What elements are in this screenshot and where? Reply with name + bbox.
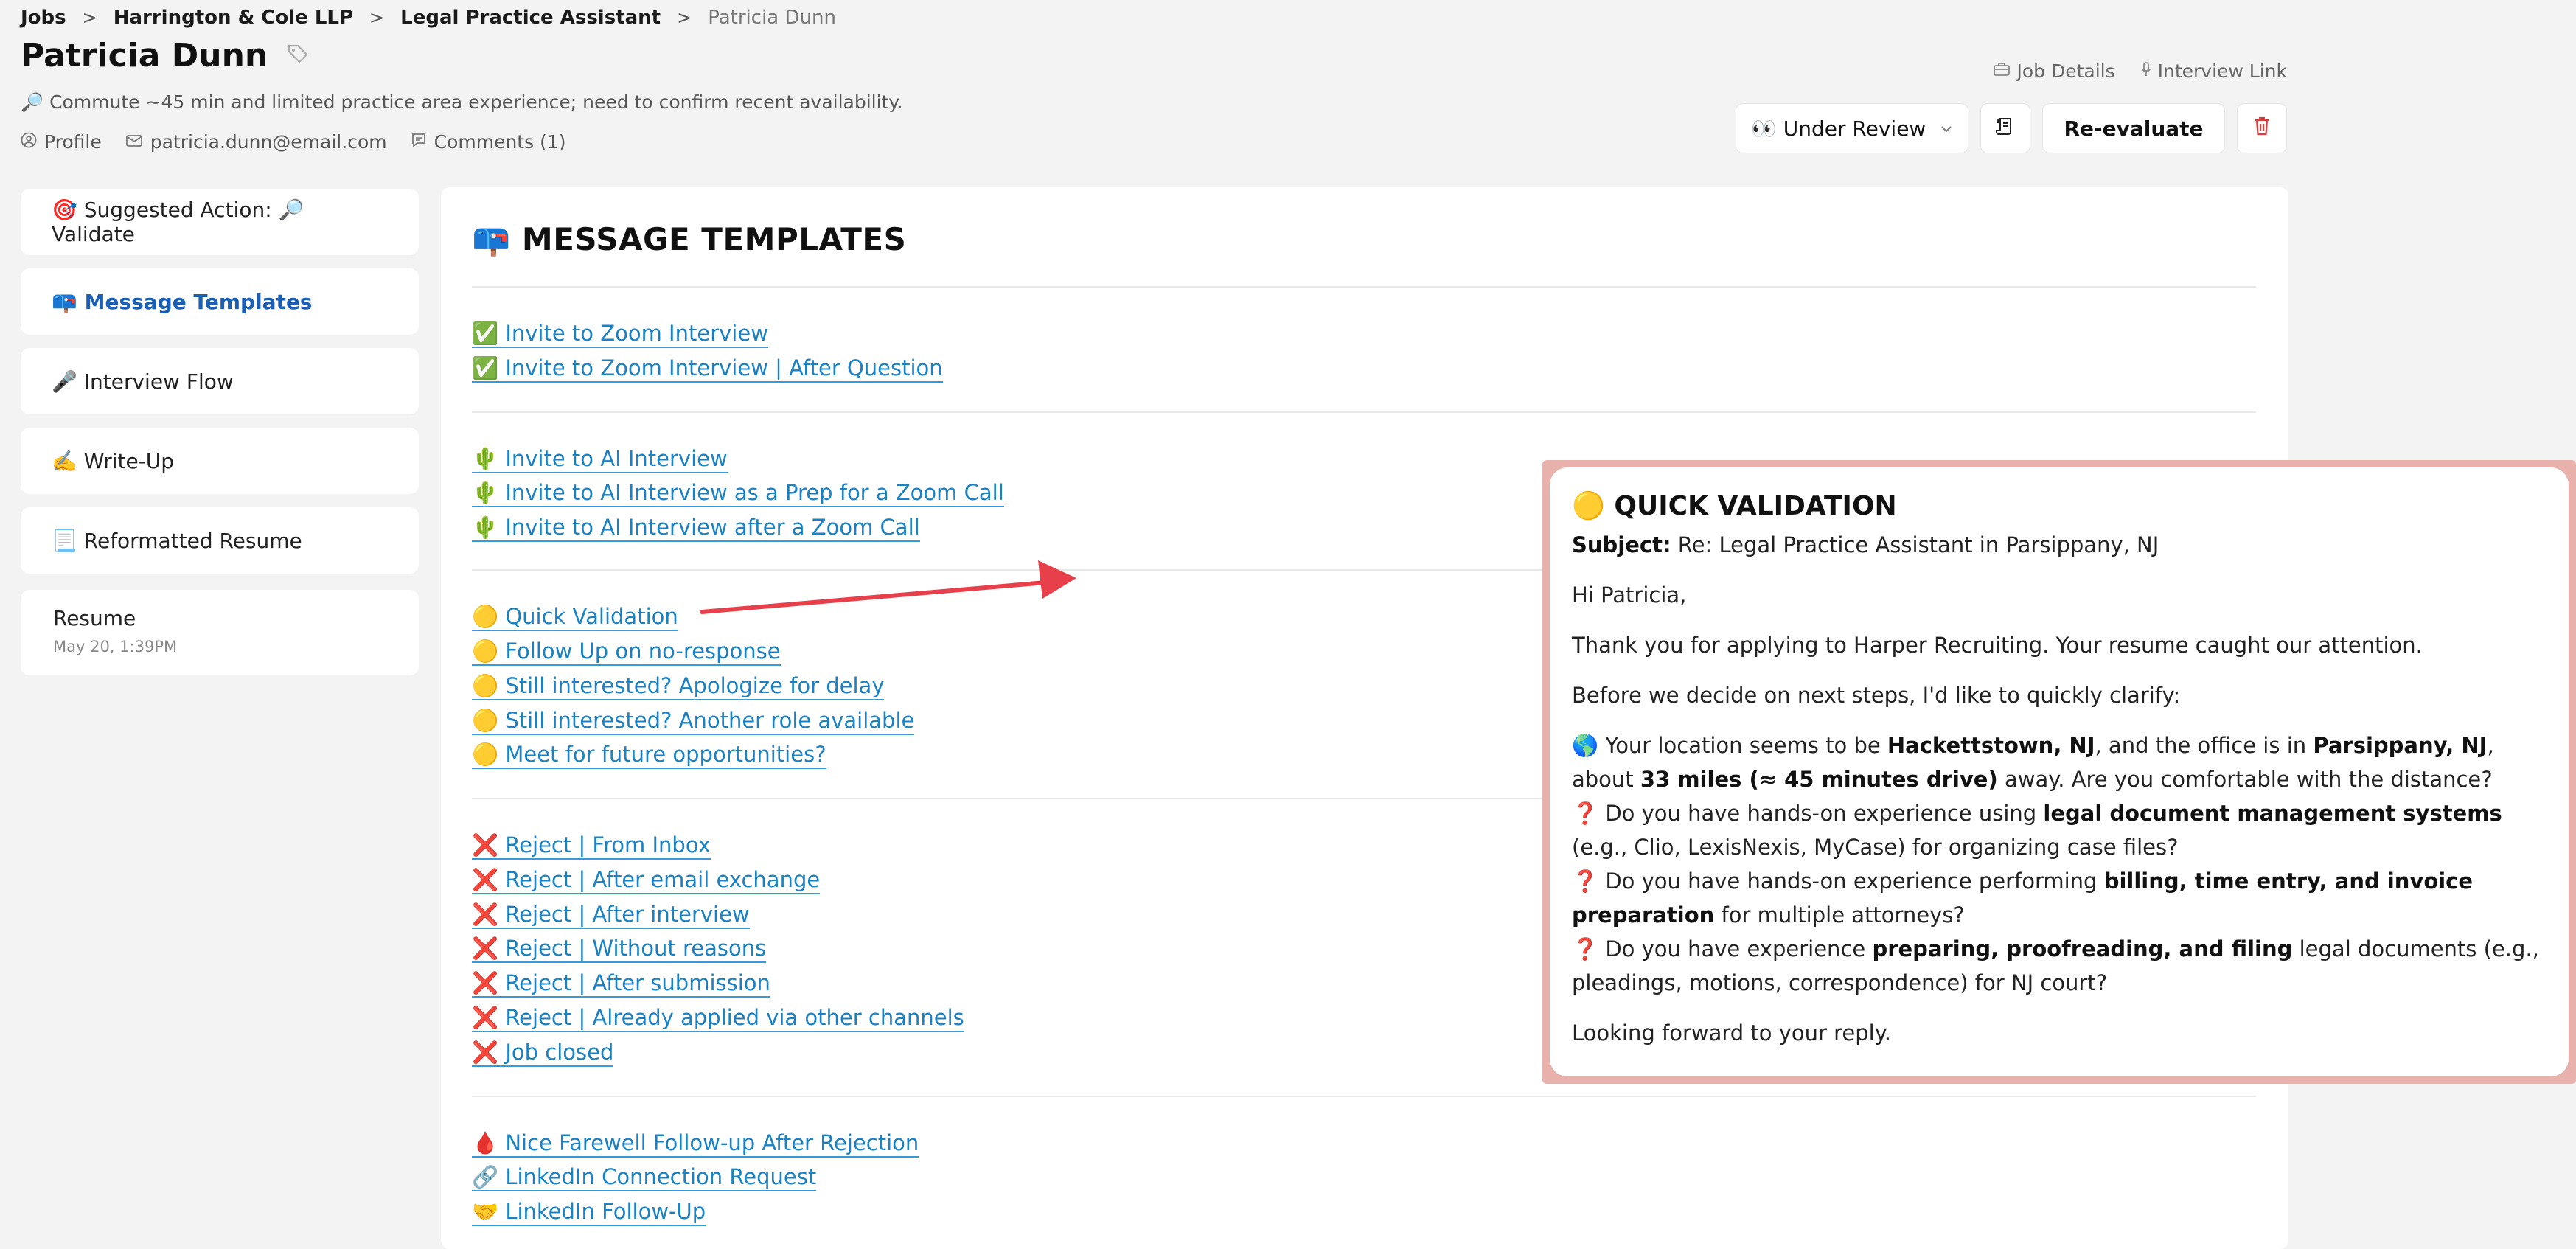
template-link[interactable]: ❌ Reject | Without reasons (472, 935, 766, 963)
sidebar-item-label: 📪 Message Templates (52, 289, 313, 314)
microphone-icon (2140, 61, 2152, 82)
page-title (21, 37, 310, 74)
profile-link[interactable] (21, 131, 102, 153)
chevron-right-icon: > (677, 7, 692, 28)
sidebar-item-interview-flow[interactable] (21, 348, 419, 414)
template-preview-popup (1550, 467, 2569, 1076)
template-link[interactable]: 🌵 Invite to AI Interview (472, 445, 728, 473)
question-bold: legal document management systems (2043, 801, 2502, 826)
question-text: (e.g., Clio, LexisNexis, MyCase) for organizing case files? (1572, 835, 2179, 860)
template-link[interactable]: 🩸 Nice Farewell Follow-up After Rejection (472, 1130, 919, 1158)
panel-title: 📪 MESSAGE TEMPLATES (472, 221, 907, 257)
sidebar-item-label: 📃 Reformatted Resume (52, 528, 302, 553)
mail-icon (125, 132, 143, 153)
resume-card[interactable] (21, 590, 419, 675)
candidate-summary: 🔎 Commute ~45 min and limited practice area experience; need to confirm recent availability. (21, 91, 903, 113)
question-text: , and the office is in (2095, 733, 2314, 758)
subject-text: Re: Legal Practice Assistant in Parsippany, NJ (1677, 532, 2159, 557)
email-link[interactable] (125, 131, 387, 153)
question-filing (1572, 932, 2547, 1000)
divider (472, 411, 2256, 413)
sidebar-item-label: 🎯 Suggested Action: 🔎 Validate (52, 198, 304, 246)
question-text: , about (1572, 733, 2494, 792)
preview-closing: Looking forward to your reply. (1572, 1020, 1891, 1046)
candidate-name: Patricia Dunn (21, 37, 268, 74)
comment-icon (411, 132, 427, 153)
question-bold: Parsippany, NJ (2313, 733, 2488, 758)
divider (472, 1096, 2256, 1097)
template-link[interactable]: ✅ Invite to Zoom Interview (472, 320, 768, 348)
template-link[interactable]: ❌ Reject | From Inbox (472, 832, 711, 860)
tag-icon[interactable] (287, 43, 310, 69)
top-links (1968, 60, 2287, 82)
delete-button[interactable] (2237, 103, 2287, 153)
question-bold: Hackettstown, NJ (1887, 733, 2095, 758)
divider (472, 286, 2256, 288)
resume-title: Resume (53, 606, 136, 630)
sidebar (21, 189, 419, 675)
sidebar-item-write-up[interactable] (21, 428, 419, 494)
question-text: 🌎 Your location seems to be (1572, 733, 1887, 758)
question-bold: 33 miles (≈ 45 minutes drive) (1640, 767, 1998, 792)
template-link[interactable]: 🌵 Invite to AI Interview after a Zoom Call (472, 514, 920, 542)
question-bold: preparing, proofreading, and filing (1872, 936, 2293, 961)
template-link[interactable]: 🤝 LinkedIn Follow-Up (472, 1198, 706, 1226)
interview-link[interactable] (2140, 60, 2287, 82)
breadcrumb-position[interactable]: Legal Practice Assistant (400, 7, 661, 29)
question-text: away. Are you comfortable with the distance? (1997, 767, 2493, 792)
comments-link[interactable] (411, 131, 566, 153)
comments-label: Comments (1) (434, 131, 566, 153)
preview-title: 🟡 QUICK VALIDATION (1572, 491, 1897, 521)
template-link[interactable]: 🟡 Meet for future opportunities? (472, 741, 826, 769)
question-text: legal documents (e.g., pleadings, motions, correspondence) for NJ court? (1572, 936, 2539, 995)
question-billing (1572, 864, 2547, 932)
preview-questions (1572, 728, 2547, 1000)
template-link[interactable]: ❌ Reject | After email exchange (472, 866, 820, 894)
preview-greeting: Hi Patricia, (1572, 582, 1687, 608)
sidebar-item-label: ✍️ Write-Up (52, 448, 175, 473)
candidate-meta-row (21, 131, 589, 153)
subject-label: Subject: (1572, 532, 1671, 557)
template-link[interactable]: 🟡 Still interested? Another role available (472, 707, 914, 735)
job-details-link[interactable] (1993, 60, 2114, 82)
question-text: for multiple attorneys? (1714, 902, 1965, 928)
sidebar-item-message-templates[interactable] (21, 268, 419, 335)
template-link[interactable]: 🟡 Follow Up on no-response (472, 638, 781, 666)
question-text: ❓ Do you have hands-on experience using (1572, 801, 2044, 826)
profile-label: Profile (44, 131, 102, 153)
briefcase-icon (1993, 62, 2011, 81)
template-link[interactable]: ❌ Reject | After submission (472, 970, 770, 998)
template-link[interactable]: ❌ Reject | Already applied via other channels (472, 1004, 964, 1032)
resume-date: May 20, 1:39PM (53, 638, 178, 655)
preview-paragraph: Thank you for applying to Harper Recruiting. Your resume caught our attention. (1572, 633, 2423, 658)
email-label: patricia.dunn@email.com (150, 131, 387, 153)
breadcrumb (21, 3, 836, 32)
template-link[interactable]: ❌ Reject | After interview (472, 901, 750, 929)
sidebar-item-suggested-action[interactable] (21, 189, 419, 255)
status-value: 👀 Under Review (1751, 116, 1926, 141)
scroll-icon (1994, 115, 2016, 142)
user-circle-icon (21, 132, 37, 153)
chevron-down-icon (1940, 119, 1953, 138)
breadcrumb-jobs[interactable]: Jobs (21, 7, 66, 29)
question-bold: billing, time entry, and invoice preparation (1572, 869, 2474, 928)
question-text: ❓ Do you have experience (1572, 936, 1873, 961)
message-templates-panel (441, 187, 2539, 1249)
breadcrumb-candidate: Patricia Dunn (708, 7, 836, 29)
reevaluate-button[interactable]: Re-evaluate (2042, 103, 2225, 153)
breadcrumb-company[interactable]: Harrington & Cole LLP (113, 7, 354, 29)
sidebar-item-reformatted-resume[interactable] (21, 507, 419, 574)
interview-link-label: Interview Link (2157, 60, 2287, 82)
preview-paragraph: Before we decide on next steps, I'd like to quickly clarify: (1572, 683, 2181, 708)
template-link[interactable]: 🌵 Invite to AI Interview as a Prep for a Zoom Call (472, 479, 1004, 507)
question-dms (1572, 796, 2547, 864)
template-preview-frame (1542, 460, 2576, 1084)
status-dropdown[interactable] (1736, 103, 1968, 153)
template-link[interactable]: 🔗 LinkedIn Connection Request (472, 1163, 816, 1191)
chevron-right-icon: > (82, 7, 97, 28)
template-link[interactable]: ✅ Invite to Zoom Interview | After Question (472, 355, 943, 383)
template-link[interactable]: 🟡 Quick Validation (472, 603, 678, 631)
job-details-label: Job Details (2016, 60, 2115, 82)
question-text: ❓ Do you have hands-on experience performing (1572, 869, 2104, 894)
trash-icon (2253, 116, 2271, 142)
scroll-document-button[interactable] (1980, 103, 2030, 153)
sidebar-item-label: 🎤 Interview Flow (52, 369, 234, 394)
preview-subject (1572, 528, 2547, 562)
chevron-right-icon: > (369, 7, 385, 28)
action-bar (1724, 103, 2287, 153)
template-link[interactable]: 🟡 Still interested? Apologize for delay (472, 672, 884, 700)
question-location (1572, 728, 2547, 796)
template-link[interactable]: ❌ Job closed (472, 1039, 613, 1067)
